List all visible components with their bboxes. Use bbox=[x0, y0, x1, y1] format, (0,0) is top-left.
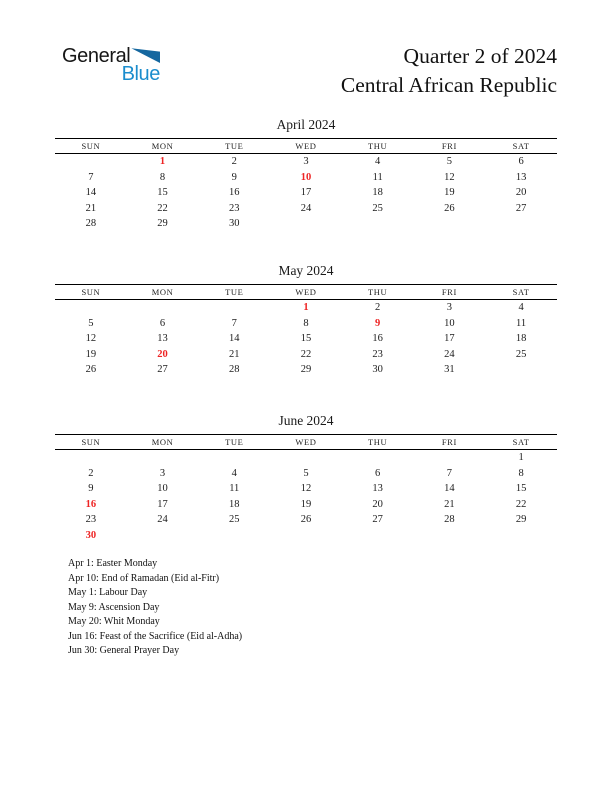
calendar-table-may-2024 bbox=[55, 284, 557, 378]
calendar-day-empty bbox=[270, 216, 342, 232]
calendar-week-row bbox=[55, 512, 557, 528]
month-april-2024 bbox=[55, 117, 557, 232]
weekday-header: TUE bbox=[198, 139, 270, 154]
month-may-2024 bbox=[55, 263, 557, 378]
calendar-week-row bbox=[55, 481, 557, 497]
weekday-header: TUE bbox=[198, 285, 270, 300]
weekday-header: SAT bbox=[485, 139, 557, 154]
calendar-day: 12 bbox=[444, 171, 455, 183]
calendar-day: 8 bbox=[518, 467, 524, 479]
weekday-header: MON bbox=[127, 435, 199, 450]
calendar-week-row bbox=[55, 331, 557, 347]
calendar-week-row bbox=[55, 300, 557, 316]
weekday-header: FRI bbox=[414, 139, 486, 154]
calendar-day-empty bbox=[55, 154, 127, 170]
weekday-header: THU bbox=[342, 435, 414, 450]
calendar-day: 18 bbox=[515, 333, 527, 345]
calendar-day: 16 bbox=[229, 187, 240, 199]
calendar-day: 6 bbox=[159, 317, 166, 329]
calendar-day-holiday: 30 bbox=[85, 529, 97, 541]
calendar-day: 26 bbox=[300, 514, 312, 526]
weekday-header: SUN bbox=[55, 435, 127, 450]
calendar-day-empty bbox=[198, 450, 270, 466]
calendar-day: 5 bbox=[446, 156, 452, 168]
calendar-day: 19 bbox=[444, 187, 455, 199]
calendar-day: 15 bbox=[157, 187, 168, 199]
calendar-day: 27 bbox=[157, 364, 168, 376]
calendar-day: 24 bbox=[157, 514, 168, 526]
calendar-day-empty bbox=[414, 528, 486, 544]
holiday-note: Jun 16: Feast of the Sacrifice (Eid al-Adha) bbox=[68, 630, 243, 642]
logo-text-general: General bbox=[62, 45, 131, 67]
calendar-day-holiday: 9 bbox=[375, 317, 381, 329]
calendar-day-empty bbox=[485, 528, 557, 544]
holiday-list bbox=[68, 557, 242, 659]
calendar-day: 26 bbox=[444, 202, 455, 214]
calendar-day: 12 bbox=[300, 483, 312, 495]
calendar-day: 3 bbox=[446, 302, 452, 314]
weekday-header: FRI bbox=[414, 435, 486, 450]
calendar-week-row bbox=[55, 347, 557, 363]
calendar-day: 11 bbox=[516, 317, 527, 329]
calendar-day: 29 bbox=[157, 218, 168, 230]
calendar-day: 20 bbox=[372, 498, 383, 510]
calendar-day: 2 bbox=[375, 302, 381, 314]
calendar-day: 13 bbox=[157, 333, 168, 345]
calendar-day: 5 bbox=[303, 467, 309, 479]
weekday-header: WED bbox=[270, 139, 342, 154]
calendar-day: 17 bbox=[444, 333, 455, 345]
weekday-header: THU bbox=[342, 139, 414, 154]
calendar-day-empty bbox=[270, 528, 342, 544]
logo-text-blue: Blue bbox=[121, 63, 160, 85]
calendar-day: 30 bbox=[229, 218, 240, 230]
month-title: June 2024 bbox=[278, 413, 334, 428]
calendar-day: 4 bbox=[375, 156, 381, 168]
calendar-day: 1 bbox=[518, 452, 524, 464]
calendar-day-empty bbox=[270, 450, 342, 466]
calendar-day: 6 bbox=[375, 467, 381, 479]
calendar-day: 14 bbox=[85, 187, 97, 199]
calendar-week-row bbox=[55, 201, 557, 217]
weekday-header: SUN bbox=[55, 285, 127, 300]
calendar-day: 22 bbox=[515, 498, 527, 510]
calendar-day-empty bbox=[414, 216, 486, 232]
weekday-header: FRI bbox=[414, 285, 486, 300]
document-title bbox=[341, 42, 557, 100]
calendar-day: 23 bbox=[229, 202, 240, 214]
calendar-day: 7 bbox=[231, 317, 237, 329]
calendar-week-row bbox=[55, 466, 557, 482]
calendar-day: 8 bbox=[303, 317, 309, 329]
calendar-day-empty bbox=[55, 450, 127, 466]
calendar-day: 26 bbox=[85, 364, 97, 376]
calendar-day: 28 bbox=[444, 514, 455, 526]
calendar-day: 14 bbox=[444, 483, 455, 495]
holiday-note: May 20: Whit Monday bbox=[68, 616, 160, 627]
holiday-note: Apr 1: Easter Monday bbox=[68, 558, 158, 569]
calendar-day: 30 bbox=[372, 364, 383, 376]
calendar-day: 20 bbox=[515, 187, 527, 199]
calendar-day: 21 bbox=[229, 348, 240, 360]
title-quarter: Quarter 2 of 2024 bbox=[403, 44, 557, 68]
logo-triangle-icon bbox=[131, 48, 160, 63]
weekday-header: WED bbox=[270, 285, 342, 300]
calendar-week-row bbox=[55, 216, 557, 232]
holiday-note: Apr 10: End of Ramadan (Eid al-Fitr) bbox=[68, 572, 220, 584]
calendar-day: 11 bbox=[372, 171, 383, 183]
calendar-day: 19 bbox=[85, 348, 97, 360]
weekday-header: TUE bbox=[198, 435, 270, 450]
holiday-note: Jun 30: General Prayer Day bbox=[68, 645, 180, 656]
title-country: Central African Republic bbox=[340, 73, 557, 97]
calendar-day: 28 bbox=[229, 364, 240, 376]
calendar-day: 21 bbox=[444, 498, 455, 510]
weekday-header: WED bbox=[270, 435, 342, 450]
calendar-day: 24 bbox=[300, 202, 312, 214]
calendar-day: 19 bbox=[300, 498, 312, 510]
calendar-day-holiday: 16 bbox=[85, 498, 97, 510]
calendar-week-row bbox=[55, 316, 557, 332]
calendar-day: 8 bbox=[159, 171, 166, 183]
weekday-header: MON bbox=[127, 285, 199, 300]
calendar-day-holiday: 1 bbox=[303, 302, 309, 314]
calendar-week-row bbox=[55, 528, 557, 544]
calendar-day: 9 bbox=[88, 483, 94, 495]
month-title: April 2024 bbox=[276, 117, 336, 132]
calendar-day: 10 bbox=[157, 483, 168, 495]
calendar-day: 25 bbox=[515, 348, 527, 360]
calendar-day: 11 bbox=[229, 483, 240, 495]
calendar-day: 18 bbox=[372, 187, 383, 199]
calendar-day: 22 bbox=[157, 202, 168, 214]
calendar-day: 5 bbox=[88, 317, 94, 329]
calendar-day: 15 bbox=[300, 333, 312, 345]
calendar-day: 22 bbox=[300, 348, 312, 360]
calendar-day: 29 bbox=[515, 514, 527, 526]
weekday-header: SAT bbox=[485, 435, 557, 450]
calendar-week-row bbox=[55, 185, 557, 201]
calendar-week-row bbox=[55, 154, 557, 170]
month-june-2024 bbox=[55, 413, 557, 543]
calendar-day: 4 bbox=[231, 467, 237, 479]
calendar-week-row bbox=[55, 170, 557, 186]
calendar-day-empty bbox=[55, 300, 127, 316]
calendar-day: 13 bbox=[372, 483, 383, 495]
calendar-day-empty bbox=[127, 528, 199, 544]
calendar-day: 31 bbox=[444, 364, 455, 376]
calendar-day: 6 bbox=[518, 156, 524, 168]
calendar-day: 7 bbox=[446, 467, 452, 479]
calendar-day: 18 bbox=[229, 498, 240, 510]
calendar-day: 25 bbox=[229, 514, 240, 526]
calendar-day: 7 bbox=[88, 171, 94, 183]
calendar-day-empty bbox=[485, 216, 557, 232]
calendar-day: 10 bbox=[444, 317, 455, 329]
calendar-week-row bbox=[55, 497, 557, 513]
calendar-day: 28 bbox=[85, 218, 97, 230]
calendar-table-june-2024 bbox=[55, 434, 557, 543]
calendar-day: 12 bbox=[85, 333, 97, 345]
calendar-day: 2 bbox=[88, 467, 94, 479]
holiday-note: May 1: Labour Day bbox=[68, 587, 148, 598]
calendar-day: 2 bbox=[231, 156, 237, 168]
calendar-day-empty bbox=[198, 528, 270, 544]
calendar-day-empty bbox=[127, 300, 199, 316]
calendar-day-holiday: 10 bbox=[300, 171, 312, 183]
calendar-day: 23 bbox=[372, 348, 383, 360]
calendar-day: 25 bbox=[372, 202, 383, 214]
weekday-header: MON bbox=[127, 139, 199, 154]
calendar-day: 17 bbox=[157, 498, 168, 510]
calendar-day: 27 bbox=[372, 514, 383, 526]
calendar-day: 17 bbox=[300, 187, 312, 199]
weekday-header: SAT bbox=[485, 285, 557, 300]
calendar-day-empty bbox=[127, 450, 199, 466]
calendar-day: 24 bbox=[444, 348, 455, 360]
calendar-day-empty bbox=[414, 450, 486, 466]
calendar-day-holiday: 1 bbox=[159, 156, 166, 168]
calendar-day-empty bbox=[342, 450, 414, 466]
calendar-day: 3 bbox=[303, 156, 309, 168]
calendar-table-april-2024 bbox=[55, 138, 557, 232]
calendar-day: 16 bbox=[372, 333, 383, 345]
weekday-header: THU bbox=[342, 285, 414, 300]
calendar-day: 9 bbox=[231, 171, 237, 183]
calendar-day: 4 bbox=[518, 302, 524, 314]
month-title: May 2024 bbox=[278, 263, 334, 278]
weekday-header: SUN bbox=[55, 139, 127, 154]
calendar-day: 27 bbox=[515, 202, 527, 214]
calendar-week-row bbox=[55, 362, 557, 378]
calendar-day: 23 bbox=[85, 514, 97, 526]
calendar-day: 29 bbox=[300, 364, 312, 376]
calendar-day-empty bbox=[342, 216, 414, 232]
calendar-day-empty bbox=[198, 300, 270, 316]
calendar-day-empty bbox=[485, 362, 557, 378]
calendar-day: 15 bbox=[515, 483, 527, 495]
calendar-day: 21 bbox=[85, 202, 97, 214]
calendar-day: 14 bbox=[229, 333, 240, 345]
calendar-day: 13 bbox=[515, 171, 527, 183]
general-blue-logo bbox=[62, 44, 160, 84]
holiday-note: May 9: Ascension Day bbox=[68, 601, 160, 613]
calendar-day: 3 bbox=[159, 467, 166, 479]
calendar-week-row bbox=[55, 450, 557, 466]
calendar-day-holiday: 20 bbox=[157, 348, 168, 360]
calendar-day-empty bbox=[342, 528, 414, 544]
